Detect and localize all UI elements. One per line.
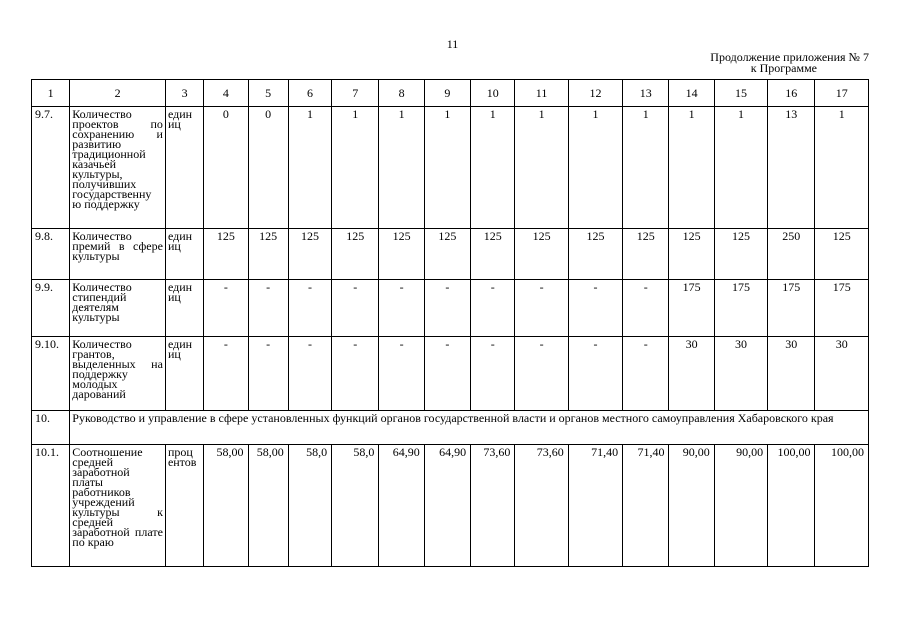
value-cell: 1 xyxy=(424,107,470,229)
appendix-header xyxy=(710,52,869,74)
value-cell: 125 xyxy=(669,229,714,280)
value-cell: 1 xyxy=(332,107,379,229)
value-cell: 1 xyxy=(471,107,515,229)
column-header: 1 xyxy=(32,80,70,107)
value-cell: - xyxy=(515,337,568,411)
column-header: 13 xyxy=(623,80,669,107)
value-cell: 58,00 xyxy=(204,445,248,567)
value-cell: 175 xyxy=(815,280,869,337)
table-row xyxy=(32,229,869,280)
indicators-table xyxy=(31,79,869,567)
indicator-name: Количество премий в сфере культуры xyxy=(70,229,166,280)
indicator-name: Соотношение средней заработной платы работников учреждений культуры к средней заработной плате по краю xyxy=(70,445,166,567)
value-cell: 125 xyxy=(288,229,331,280)
value-cell: 125 xyxy=(815,229,869,280)
value-cell: - xyxy=(568,337,622,411)
indicator-name: Количество грантов, выделенных на поддержку молодых дарований xyxy=(70,337,166,411)
row-number: 10.1. xyxy=(32,445,70,567)
value-cell: - xyxy=(515,280,568,337)
column-header: 9 xyxy=(424,80,470,107)
value-cell: 13 xyxy=(768,107,815,229)
value-cell: 175 xyxy=(768,280,815,337)
column-header: 3 xyxy=(165,80,203,107)
column-header: 11 xyxy=(515,80,568,107)
column-header: 4 xyxy=(204,80,248,107)
value-cell: 1 xyxy=(288,107,331,229)
table-row xyxy=(32,280,869,337)
column-header: 15 xyxy=(714,80,767,107)
table-header-row xyxy=(32,80,869,107)
value-cell: - xyxy=(379,337,424,411)
row-number: 9.8. xyxy=(32,229,70,280)
value-cell: 1 xyxy=(515,107,568,229)
value-cell: - xyxy=(332,280,379,337)
value-cell: 30 xyxy=(714,337,767,411)
column-header: 6 xyxy=(288,80,331,107)
column-header: 7 xyxy=(332,80,379,107)
value-cell: - xyxy=(623,337,669,411)
value-cell: - xyxy=(204,337,248,411)
value-cell: 73,60 xyxy=(515,445,568,567)
page-number: 11 xyxy=(446,37,459,51)
value-cell: 1 xyxy=(568,107,622,229)
value-cell: 125 xyxy=(471,229,515,280)
value-cell: 71,40 xyxy=(568,445,622,567)
value-cell: 30 xyxy=(768,337,815,411)
appendix-header-line2: к Программе xyxy=(750,61,817,75)
value-cell: - xyxy=(204,280,248,337)
value-cell: 175 xyxy=(714,280,767,337)
appendix-header-line1: Продолжение приложения № 7 xyxy=(710,50,869,64)
value-cell: 58,0 xyxy=(288,445,331,567)
column-header: 10 xyxy=(471,80,515,107)
value-cell: 125 xyxy=(623,229,669,280)
table-row xyxy=(32,337,869,411)
value-cell: 90,00 xyxy=(714,445,767,567)
column-header: 17 xyxy=(815,80,869,107)
value-cell: 100,00 xyxy=(815,445,869,567)
row-number: 10. xyxy=(32,411,70,445)
value-cell: 30 xyxy=(815,337,869,411)
value-cell: - xyxy=(471,337,515,411)
value-cell: 125 xyxy=(515,229,568,280)
value-cell: 125 xyxy=(379,229,424,280)
column-header: 5 xyxy=(248,80,288,107)
value-cell: 250 xyxy=(768,229,815,280)
unit-of-measure: един иц xyxy=(165,229,203,280)
value-cell: 1 xyxy=(815,107,869,229)
table-row xyxy=(32,411,869,445)
value-cell: - xyxy=(248,337,288,411)
value-cell: 90,00 xyxy=(669,445,714,567)
value-cell: - xyxy=(288,337,331,411)
value-cell: 1 xyxy=(623,107,669,229)
value-cell: 1 xyxy=(379,107,424,229)
column-header: 14 xyxy=(669,80,714,107)
value-cell: 64,90 xyxy=(424,445,470,567)
value-cell: 73,60 xyxy=(471,445,515,567)
value-cell: 71,40 xyxy=(623,445,669,567)
value-cell: 125 xyxy=(568,229,622,280)
value-cell: 0 xyxy=(204,107,248,229)
indicator-name: Количество проектов по сохранению и развитию традиционной казачьей культуры, получивших государственну ю поддержку xyxy=(70,107,166,229)
value-cell: 125 xyxy=(424,229,470,280)
value-cell: 30 xyxy=(669,337,714,411)
value-cell: 1 xyxy=(669,107,714,229)
value-cell: - xyxy=(424,280,470,337)
value-cell: - xyxy=(471,280,515,337)
value-cell: 125 xyxy=(332,229,379,280)
value-cell: - xyxy=(379,280,424,337)
value-cell: - xyxy=(332,337,379,411)
table-row xyxy=(32,107,869,229)
value-cell: 58,00 xyxy=(248,445,288,567)
section-title: Руководство и управление в сфере установленных функций органов государственной власти и органов местного самоуправления Хабаровского края xyxy=(70,411,869,445)
value-cell: - xyxy=(288,280,331,337)
value-cell: 125 xyxy=(248,229,288,280)
column-header: 8 xyxy=(379,80,424,107)
row-number: 9.9. xyxy=(32,280,70,337)
column-header: 2 xyxy=(70,80,166,107)
table-row xyxy=(32,445,869,567)
value-cell: 1 xyxy=(714,107,767,229)
value-cell: - xyxy=(568,280,622,337)
unit-of-measure: проц ентов xyxy=(165,445,203,567)
value-cell: 58,0 xyxy=(332,445,379,567)
unit-of-measure: един иц xyxy=(165,107,203,229)
row-number: 9.10. xyxy=(32,337,70,411)
column-header: 16 xyxy=(768,80,815,107)
value-cell: 125 xyxy=(204,229,248,280)
value-cell: 64,90 xyxy=(379,445,424,567)
value-cell: - xyxy=(248,280,288,337)
column-header: 12 xyxy=(568,80,622,107)
value-cell: - xyxy=(424,337,470,411)
row-number: 9.7. xyxy=(32,107,70,229)
indicator-name: Количество стипендий деятелям культуры xyxy=(70,280,166,337)
value-cell: 100,00 xyxy=(768,445,815,567)
unit-of-measure: един иц xyxy=(165,280,203,337)
value-cell: 175 xyxy=(669,280,714,337)
unit-of-measure: един иц xyxy=(165,337,203,411)
value-cell: 0 xyxy=(248,107,288,229)
value-cell: 125 xyxy=(714,229,767,280)
value-cell: - xyxy=(623,280,669,337)
